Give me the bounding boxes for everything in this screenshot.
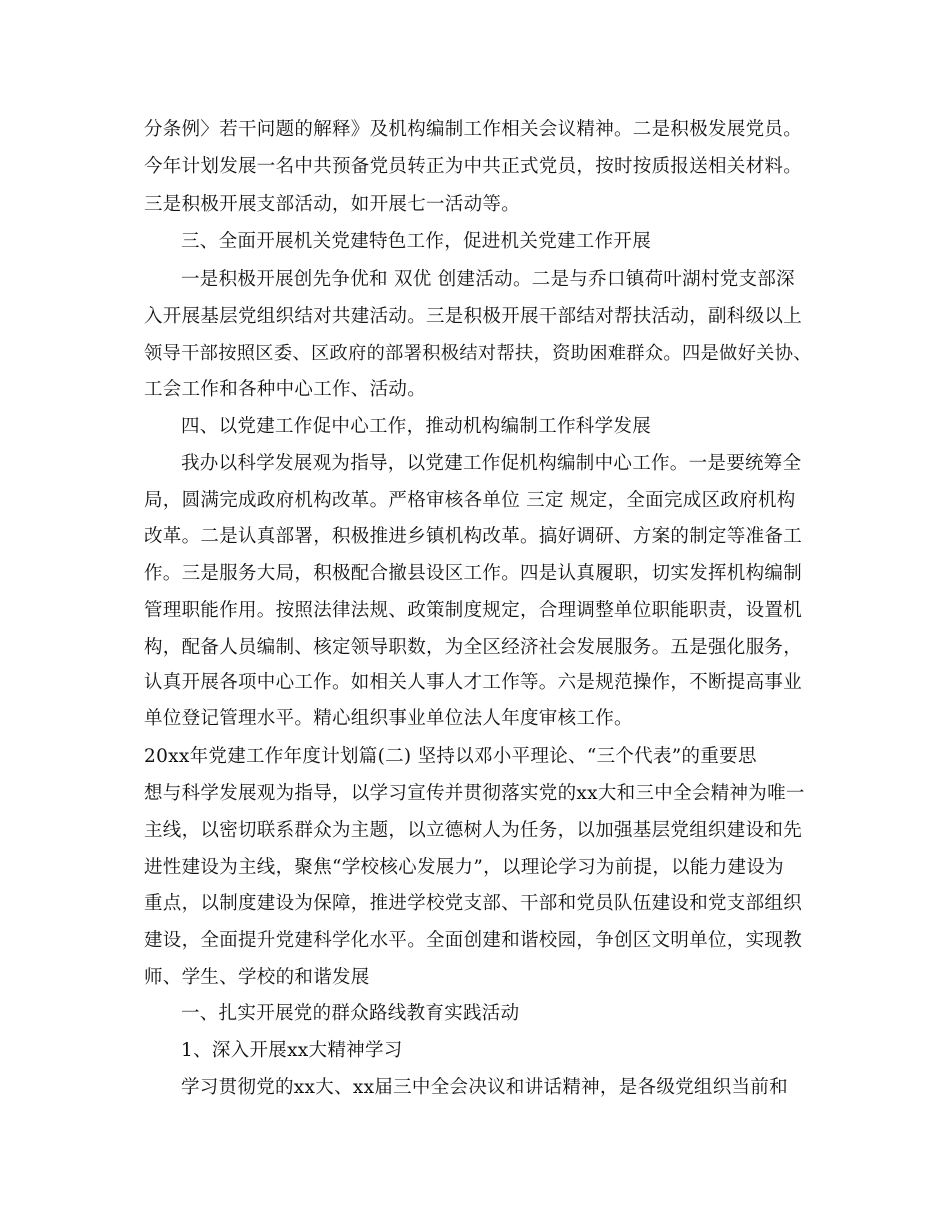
- text-line: 工会工作和各种中心工作、活动。: [144, 379, 427, 400]
- text-line: 师、学生、学校的和谐发展: [144, 967, 370, 988]
- subsection-heading: 1、深入开展xx大精神学习: [181, 1040, 403, 1061]
- text-line: 分条例〉若干问题的解释》及机构编制工作相关会议精神。二是积极发展党员。: [144, 119, 803, 140]
- text-line: 入开展基层党组织结对共建活动。三是积极开展干部结对帮扶活动，副科级以上: [144, 306, 803, 327]
- text-line: 三是积极开展支部活动，如开展七一活动等。: [144, 194, 521, 215]
- text-line: 重点，以制度建设为保障，推进学校党支部、干部和党员队伍建设和党支部组织: [144, 893, 803, 914]
- text-line: 单位登记管理水平。精心组织事业单位法人年度审核工作。: [144, 708, 633, 729]
- text-line: 主线，以密切联系群众为主题，以立德树人为任务，以加强基层党组织建设和先: [144, 820, 803, 841]
- text-line: 改革。二是认真部署，积极推进乡镇机构改革。搞好调研、方案的制定等准备工: [144, 526, 803, 547]
- text-line: 一是积极开展创先争优和 双优 创建活动。二是与乔口镇荷叶湖村党支部深: [181, 269, 795, 290]
- text-line: 管理职能作用。按照法律法规、政策制度规定，合理调整单位职能职责，设置机: [144, 600, 803, 621]
- article-title-line: 20xx年党建工作年度计划篇(二) 坚持以邓小平理论、“三个代表”的重要思: [144, 746, 757, 767]
- text-line: 学习贯彻党的xx大、xx届三中全会决议和讲话精神，是各级党组织当前和: [181, 1077, 788, 1098]
- text-line: 今年计划发展一名中共预备党员转正为中共正式党员，按时按质报送相关材料。: [144, 156, 803, 177]
- text-line: 局，圆满完成政府机构改革。严格审核各单位 三定 规定，全面完成区政府机构: [144, 490, 796, 511]
- section-heading: 三、全面开展机关党建特色工作，促进机关党建工作开展: [181, 231, 652, 252]
- text-line: 进性建设为主线，聚焦“学校核心发展力”，以理论学习为前提，以能力建设为: [144, 857, 784, 878]
- text-line: 我办以科学发展观为指导，以党建工作促机构编制中心工作。一是要统筹全: [181, 453, 802, 474]
- section-heading: 四、以党建工作促中心工作，推动机构编制工作科学发展: [181, 416, 652, 437]
- text-line: 建设，全面提升党建科学化水平。全面创建和谐校园，争创区文明单位，实现教: [144, 930, 803, 951]
- section-heading: 一、扎实开展党的群众路线教育实践活动: [181, 1003, 520, 1024]
- text-line: 作。三是服务大局，积极配合撤县设区工作。四是认真履职，切实发挥机构编制: [144, 563, 803, 584]
- text-line: 认真开展各项中心工作。如相关人事人才工作等。六是规范操作，不断提高事业: [144, 672, 803, 693]
- text-line: 领导干部按照区委、区政府的部署积极结对帮扶，资助困难群众。四是做好关协、: [144, 343, 812, 364]
- text-line: 想与科学发展观为指导，以学习宣传并贯彻落实党的xx大和三中全会精神为唯一: [144, 783, 805, 804]
- text-line: 构，配备人员编制、核定领导职数，为全区经济社会发展服务。五是强化服务，: [144, 637, 803, 658]
